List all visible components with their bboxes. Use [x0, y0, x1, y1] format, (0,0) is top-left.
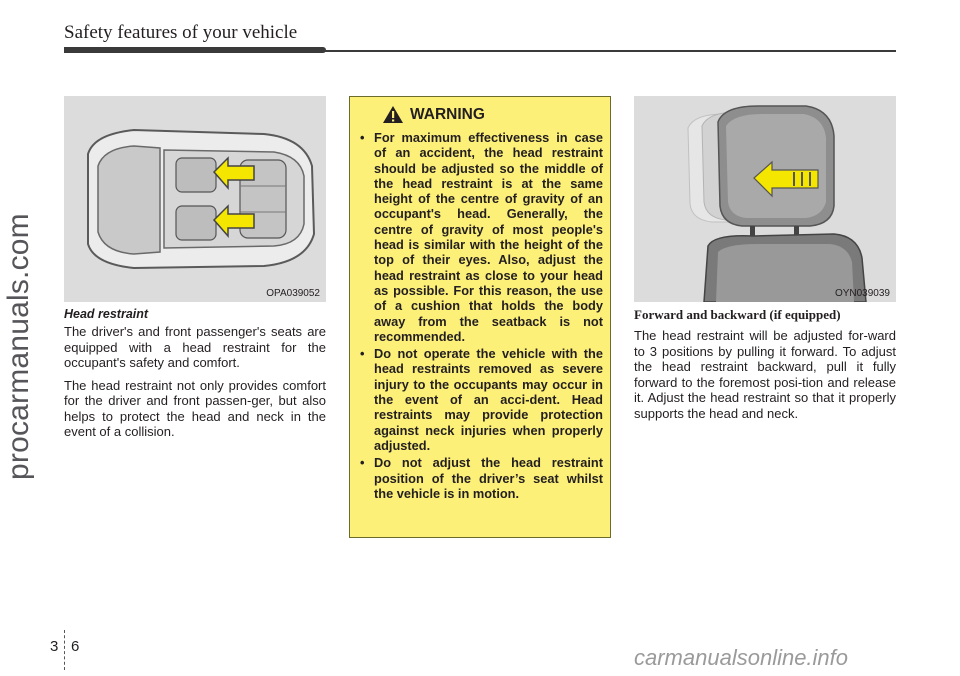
right-column-text — [634, 328, 896, 428]
left-column-text — [64, 324, 326, 447]
footer-divider — [64, 630, 65, 670]
warning-item: • Do not operate the vehicle with the head restraints removed as severe injury to the occupants may occur in the event of an acci-dent. Head restraints may provide protection against neck injuries when properly adjusted. — [358, 346, 603, 453]
page-header-title: Safety features of your vehicle — [64, 22, 298, 43]
chapter-number: 3 — [50, 638, 59, 655]
head-restraint-figure — [634, 96, 896, 302]
figure-code-right: OYN039039 — [834, 288, 890, 299]
figure-code-left: OPA039052 — [266, 288, 320, 299]
bottom-watermark: carmanualsonline.info — [634, 645, 849, 670]
warning-triangle-icon — [382, 105, 404, 124]
warning-title: WARNING — [410, 105, 485, 123]
side-watermark: procarmanuals.com — [2, 213, 35, 480]
head-restraint-subheading: Head restraint — [64, 307, 149, 321]
warning-item: • Do not adjust the head restraint position of the driver’s seat whilst the vehicle is in motion. — [358, 455, 603, 501]
paragraph: The head restraint not only provides comfort for the driver and front passen-ger, but also helps to protect the head and neck in the event of a collision. — [64, 377, 326, 439]
car-seats-arrows-diagram-icon — [64, 96, 326, 302]
warning-list — [358, 130, 603, 503]
page-number: 6 — [71, 638, 80, 655]
paragraph: The head restraint will be adjusted for-ward to 3 positions by pulling it forward. To adjust the head restraint backward, pull it fully forward to the foremost posi-tion and release it. Adjust the head restraint so that it properly supports the head and neck. — [634, 328, 896, 421]
car-seats-figure — [64, 96, 326, 302]
warning-box — [349, 96, 611, 538]
header-rule — [64, 50, 896, 52]
head-restraint-forward-diagram-icon — [634, 96, 896, 302]
warning-header — [382, 105, 485, 124]
paragraph: The driver's and front passenger's seats are equipped with a head restraint for the occupant's safety and comfort. — [64, 324, 326, 370]
warning-item: • For maximum effectiveness in case of an accident, the head restraint should be adjusted so the middle of the head restraint is at the same height of the centre of gravity of an occupant's head. Generally, the centre of gravity of most people's head is similar with the height of the top of their eyes. Also, adjust the head restraint as close to your head as possible. For this reason, the use of a cushion that holds the body away from the seatback is not recommended. — [358, 130, 603, 344]
forward-backward-subheading: Forward and backward (if equipped) — [634, 307, 841, 322]
